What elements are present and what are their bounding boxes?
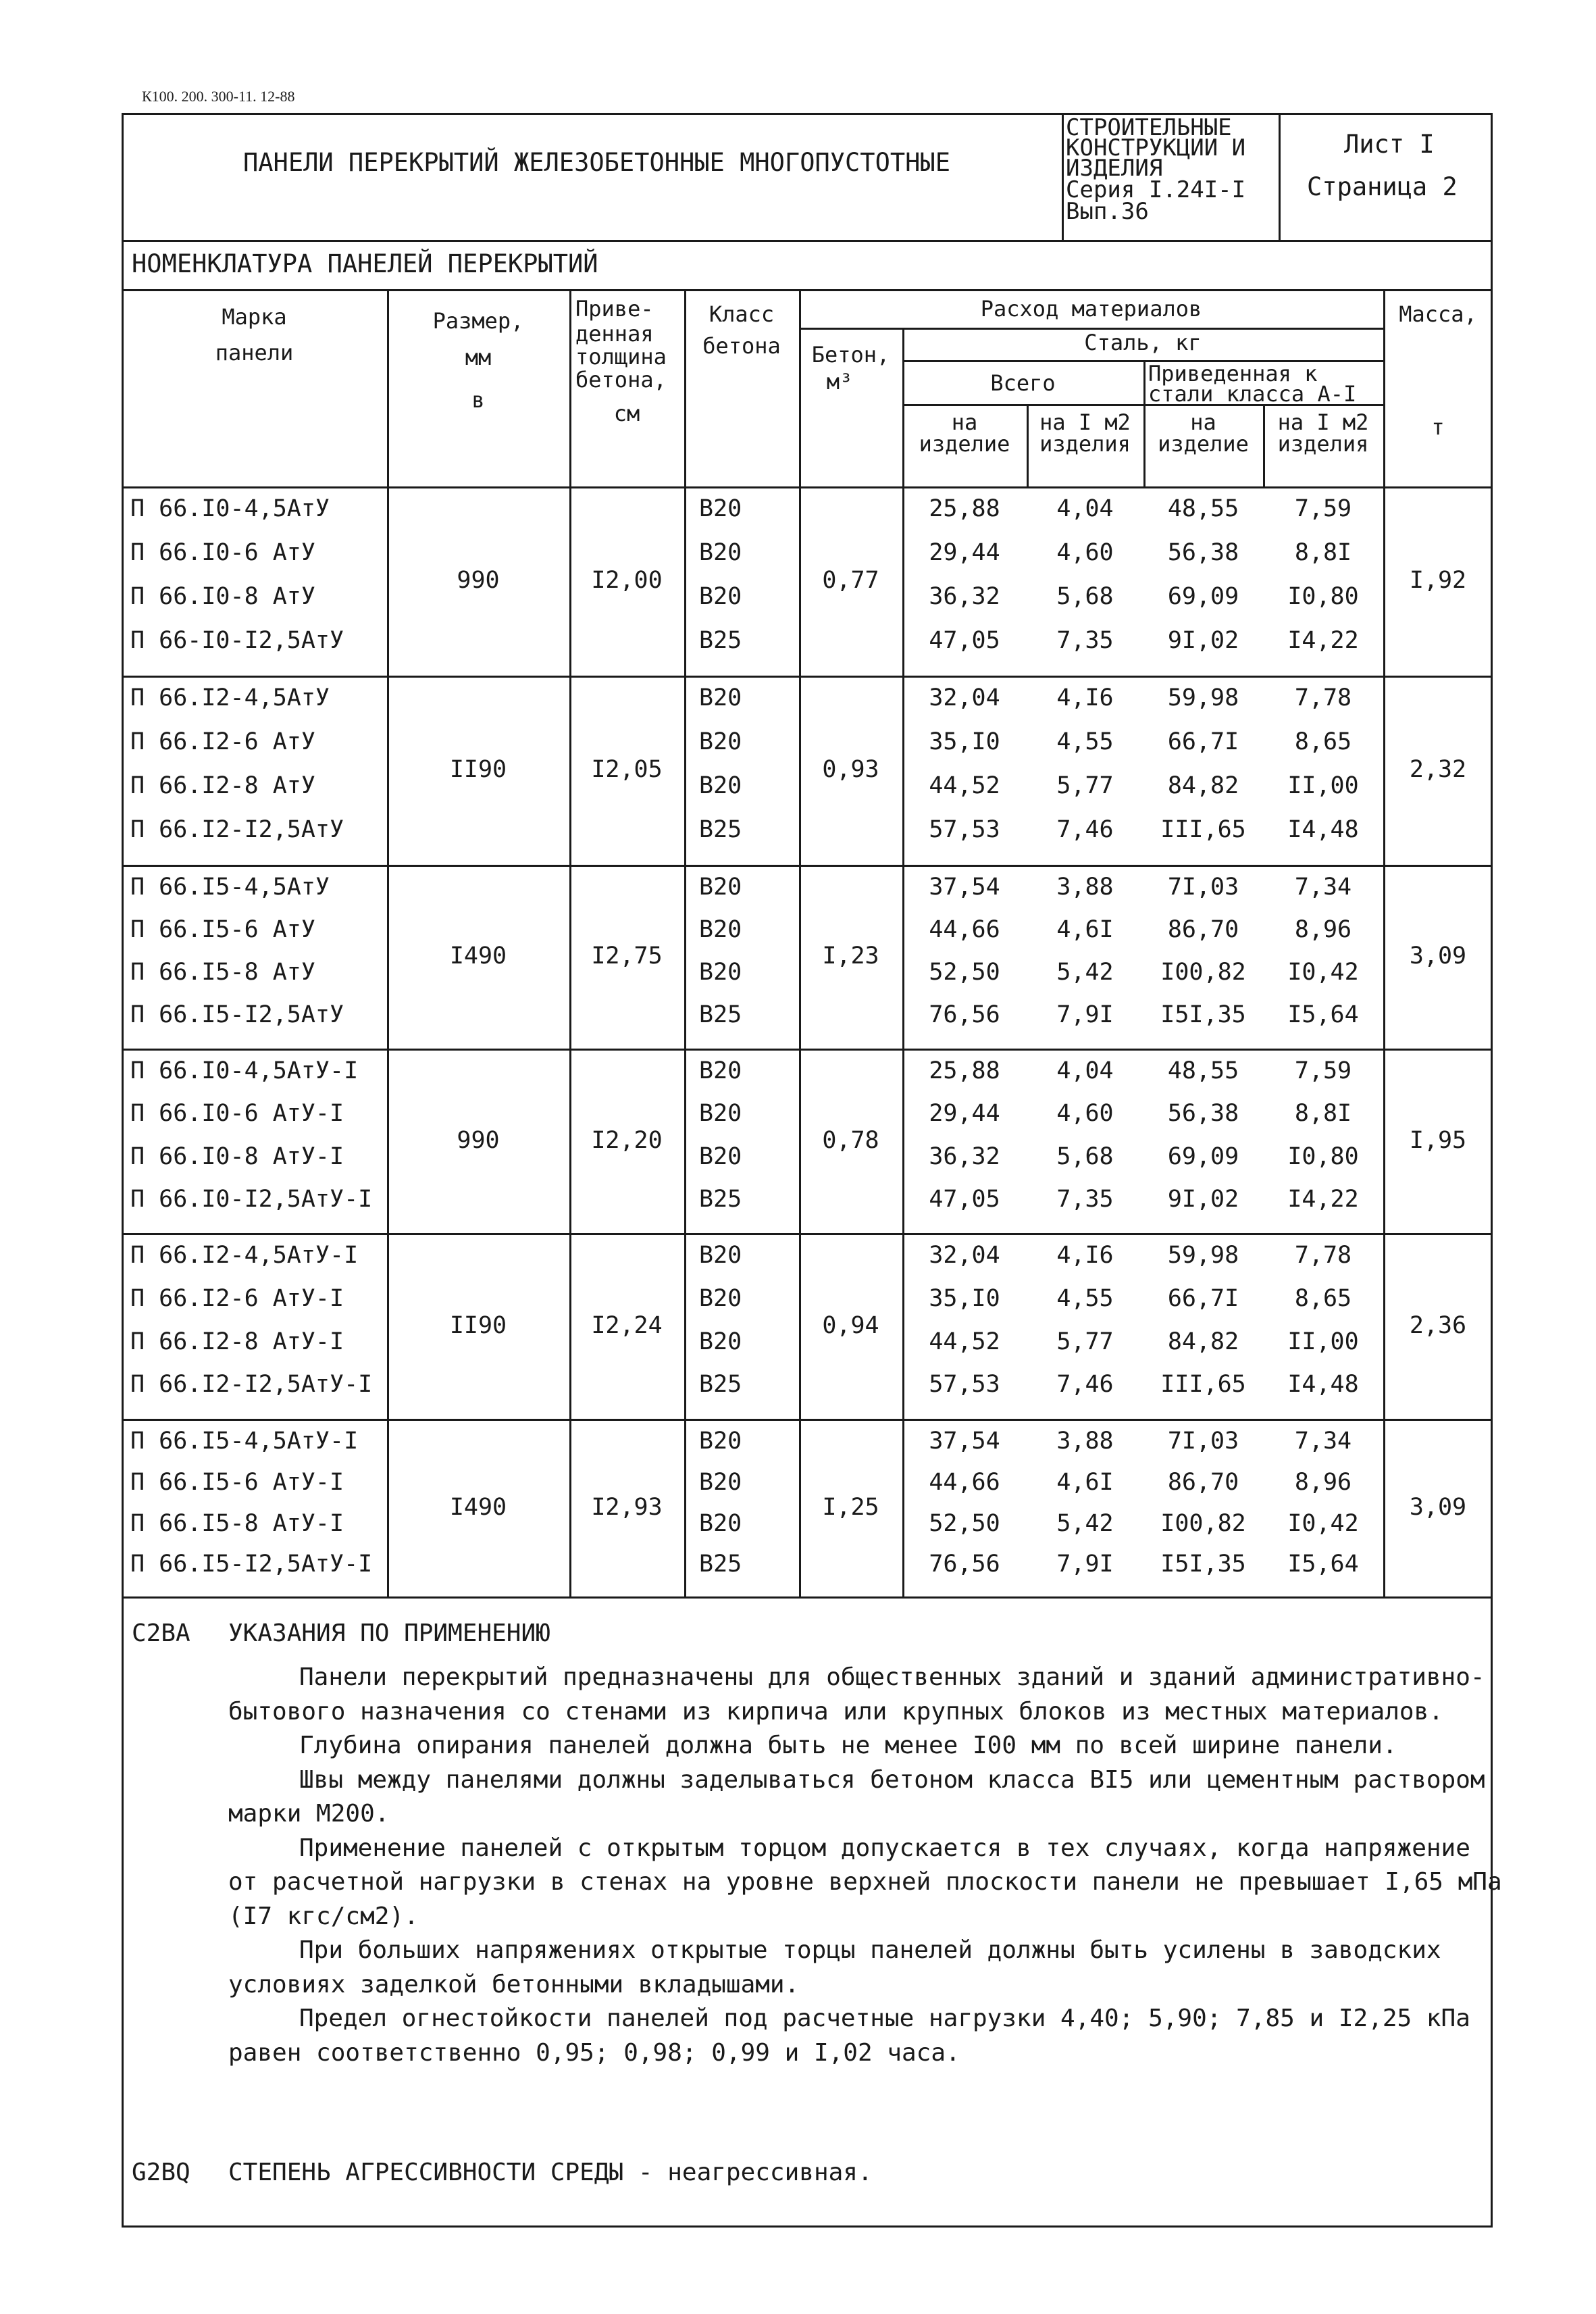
header-thickness-3: толщина xyxy=(575,344,667,370)
steel-reduced-per-m2: I0,80 xyxy=(1287,583,1359,610)
panel-mark: П 66.I0-6 АтУ-I xyxy=(130,1100,344,1128)
steel-reduced-per-m2: 8,8I xyxy=(1294,1100,1352,1128)
usage-heading: УКАЗАНИЯ ПО ПРИМЕНЕНИЮ xyxy=(228,1619,550,1647)
usage-line: Глубина опирания панелей должна быть не менее I00 мм по всей ширине панели. xyxy=(299,1732,1397,1759)
group-size: 990 xyxy=(457,567,500,594)
steel-reduced-per-item: 84,82 xyxy=(1167,1328,1239,1355)
col-rule xyxy=(1383,289,1385,1596)
steel-reduced-per-item: 7I,03 xyxy=(1167,1428,1239,1455)
header-consumption: Расход материалов xyxy=(980,296,1202,322)
header-per-item-1: на xyxy=(951,409,978,435)
steel-total-per-item: 35,I0 xyxy=(929,728,1000,755)
concrete-class: В20 xyxy=(699,772,742,799)
steel-reduced-per-item: 66,7I xyxy=(1167,1284,1239,1312)
steel-reduced-per-m2: 8,65 xyxy=(1294,728,1352,755)
header-total: Всего xyxy=(990,370,1056,396)
steel-total-per-item: 52,50 xyxy=(929,959,1000,986)
steel-total-per-item: 57,53 xyxy=(929,816,1000,843)
header-bottom-rule xyxy=(122,486,1493,488)
steel-total-per-item: 44,52 xyxy=(929,1328,1000,1355)
steel-total-per-m2: 5,42 xyxy=(1056,1509,1114,1537)
group-size: I490 xyxy=(449,1493,507,1521)
panel-mark: П 66.I2-I2,5АтУ xyxy=(130,816,344,843)
concrete-class: В20 xyxy=(699,1142,742,1170)
series-line-3: ИЗДЕЛИЯ xyxy=(1066,155,1163,182)
concrete-class: В20 xyxy=(699,1057,742,1084)
steel-reduced-per-m2: 8,8I xyxy=(1294,539,1352,566)
usage-line: от расчетной нагрузки в стенах на уровне верхней плоскости панели не превышает I,65 мПа xyxy=(228,1868,1502,1896)
steel-reduced-per-item: I00,82 xyxy=(1160,959,1246,986)
steel-reduced-per-m2: 7,34 xyxy=(1294,1428,1352,1455)
steel-reduced-per-item: I5I,35 xyxy=(1160,1551,1246,1578)
panel-mark: П 66.I5-8 АтУ-I xyxy=(130,1509,344,1537)
panel-mark: П 66.I5-I2,5АтУ xyxy=(130,1001,344,1028)
col-rule xyxy=(569,289,571,1596)
concrete-class: В20 xyxy=(699,916,742,943)
panel-mark: П 66.I2-6 АтУ-I xyxy=(130,1284,344,1312)
steel-total-per-m2: 5,77 xyxy=(1056,772,1114,799)
panel-mark: П 66.I0-6 АтУ xyxy=(130,539,315,566)
steel-reduced-per-m2: I0,42 xyxy=(1287,1509,1359,1537)
group-mass: 2,36 xyxy=(1409,1311,1467,1339)
group-thickness: I2,24 xyxy=(591,1311,663,1339)
header-mark-1: Марка xyxy=(222,304,287,330)
steel-total-per-m2: 4,60 xyxy=(1056,1100,1114,1128)
steel-total-per-item: 29,44 xyxy=(929,1100,1000,1128)
col-rule xyxy=(387,289,389,1596)
steel-reduced-per-m2: 7,59 xyxy=(1294,1057,1352,1084)
steel-reduced-per-item: 7I,03 xyxy=(1167,874,1239,901)
title-divider-2 xyxy=(1279,113,1281,241)
usage-line: Швы между панелями должны заделываться бетоном класса ВI5 или цементным раствором xyxy=(299,1765,1485,1794)
steel-reduced-per-m2: I0,80 xyxy=(1287,1142,1359,1170)
panel-mark: П 66.I2-8 АтУ xyxy=(130,772,315,799)
steel-total-per-item: 47,05 xyxy=(929,627,1000,654)
steel-reduced-per-item: 48,55 xyxy=(1167,1057,1239,1084)
usage-line: Предел огнестойкости панелей под расчетные нагрузки 4,40; 5,90; 7,85 и I2,25 кПа xyxy=(299,2005,1470,2032)
concrete-class: В25 xyxy=(699,1001,742,1028)
panel-mark: П 66.I5-4,5АтУ-I xyxy=(130,1428,359,1455)
steel-total-per-m2: 4,6I xyxy=(1056,916,1114,943)
header-thickness-5: см xyxy=(613,401,640,426)
steel-reduced-per-item: 86,70 xyxy=(1167,1468,1239,1496)
group-concrete: 0,93 xyxy=(822,756,879,783)
document-title: ПАНЕЛИ ПЕРЕКРЫТИЙ ЖЕЛЕЗОБЕТОННЫЕ МНОГОПУСТОТНЫЕ xyxy=(243,148,950,177)
steel-total-per-item: 76,56 xyxy=(929,1551,1000,1578)
steel-reduced-per-m2: 8,96 xyxy=(1294,916,1352,943)
panel-mark: П 66.I2-4,5АтУ xyxy=(130,684,330,711)
steel-reduced-per-m2: 7,78 xyxy=(1294,1242,1352,1269)
steel-total-per-item: 37,54 xyxy=(929,874,1000,901)
steel-total-per-m2: 5,68 xyxy=(1056,583,1114,610)
header-red-per-m2-2: изделия xyxy=(1277,431,1369,457)
group-mass: 3,09 xyxy=(1409,1493,1467,1521)
steel-total-per-item: 25,88 xyxy=(929,1057,1000,1084)
steel-total-per-item: 29,44 xyxy=(929,539,1000,566)
usage-line: (I7 кгс/см2). xyxy=(228,1902,419,1930)
series-line-2: КОНСТРУКЦИИ И xyxy=(1066,134,1246,161)
steel-reduced-per-item: 9I,02 xyxy=(1167,627,1239,654)
steel-reduced-per-item: 56,38 xyxy=(1167,539,1239,566)
steel-reduced-per-item: 59,98 xyxy=(1167,684,1239,711)
group-rule xyxy=(122,865,1493,867)
group-concrete: 0,94 xyxy=(822,1311,879,1339)
group-thickness: I2,20 xyxy=(591,1126,663,1154)
steel-total-per-m2: 4,55 xyxy=(1056,728,1114,755)
concrete-class: В20 xyxy=(699,495,742,522)
steel-total-per-m2: 3,88 xyxy=(1056,874,1114,901)
steel-reduced-per-m2: 8,96 xyxy=(1294,1468,1352,1496)
steel-total-per-m2: 4,04 xyxy=(1056,1057,1114,1084)
group-concrete: I,23 xyxy=(822,942,879,970)
steel-reduced-per-m2: 7,59 xyxy=(1294,495,1352,522)
usage-line: равен соответственно 0,95; 0,98; 0,99 и I,02 часа. xyxy=(228,2038,960,2067)
steel-total-per-m2: 5,68 xyxy=(1056,1142,1114,1170)
usage-line: Применение панелей с открытым торцом допускается в тех случаях, когда напряжение xyxy=(299,1834,1470,1862)
group-thickness: I2,93 xyxy=(591,1493,663,1521)
panel-mark: П 66.I5-8 АтУ xyxy=(130,959,315,986)
steel-total-per-m2: 4,6I xyxy=(1056,1468,1114,1496)
aggression-code: G2BQ xyxy=(132,2159,190,2186)
group-concrete: 0,77 xyxy=(822,567,879,594)
steel-reduced-per-item: I00,82 xyxy=(1160,1509,1246,1537)
concrete-class: В20 xyxy=(699,1284,742,1312)
aggression-text: СТЕПЕНЬ АГРЕССИВНОСТИ СРЕДЫ - неагрессивная. xyxy=(228,2159,873,2186)
col-rule xyxy=(684,289,686,1596)
steel-total-per-item: 25,88 xyxy=(929,495,1000,522)
header-size-1: Размер, xyxy=(432,308,524,334)
panel-mark: П 66.I5-I2,5АтУ-I xyxy=(130,1551,373,1578)
group-size: 990 xyxy=(457,1126,500,1154)
panel-mark: П 66.I0-8 АтУ-I xyxy=(130,1142,344,1170)
header-class-2: бетона xyxy=(702,333,781,359)
steel-total-per-m2: 4,I6 xyxy=(1056,1242,1114,1269)
header-per-item-2: изделие xyxy=(919,431,1010,457)
series-number: Серия I.24I-I xyxy=(1066,176,1246,203)
steel-reduced-per-m2: I5,64 xyxy=(1287,1551,1359,1578)
concrete-class: В20 xyxy=(699,1100,742,1128)
sheet-label: Лист I xyxy=(1344,130,1435,159)
panel-mark: П 66.I2-6 АтУ xyxy=(130,728,315,755)
steel-reduced-per-item: 56,38 xyxy=(1167,1100,1239,1128)
concrete-class: В20 xyxy=(699,1328,742,1355)
steel-total-per-item: 57,53 xyxy=(929,1371,1000,1399)
steel-total-per-item: 37,54 xyxy=(929,1428,1000,1455)
usage-line: бытового назначения со стенами из кирпича или крупных блоков из местных материалов. xyxy=(228,1697,1443,1726)
header-mark-2: панели xyxy=(215,340,294,366)
panel-mark: П 66.I2-I2,5АтУ-I xyxy=(130,1371,373,1399)
steel-total-per-item: 36,32 xyxy=(929,1142,1000,1170)
concrete-class: В25 xyxy=(699,1371,742,1399)
header-thickness-2: денная xyxy=(575,321,654,347)
steel-total-per-m2: 4,04 xyxy=(1056,495,1114,522)
steel-total-per-m2: 5,42 xyxy=(1056,959,1114,986)
header-size-3: в xyxy=(471,387,485,413)
concrete-class: В20 xyxy=(699,959,742,986)
steel-reduced-per-item: I5I,35 xyxy=(1160,1001,1246,1028)
group-thickness: I2,05 xyxy=(591,756,663,783)
steel-reduced-per-m2: II,00 xyxy=(1287,1328,1359,1355)
header-thickness-1: Приве- xyxy=(575,296,654,322)
header-per-m2-2: изделия xyxy=(1039,431,1131,457)
steel-reduced-per-m2: I5,64 xyxy=(1287,1001,1359,1028)
panel-mark: П 66.I0-I2,5АтУ-I xyxy=(130,1185,373,1213)
steel-reduced-per-m2: I4,22 xyxy=(1287,1185,1359,1213)
table-bottom-rule xyxy=(122,1596,1493,1599)
panel-mark: П 66.I5-4,5АтУ xyxy=(130,874,330,901)
issue-number: Вып.36 xyxy=(1066,198,1149,225)
concrete-class: В20 xyxy=(699,874,742,901)
usage-code: С2ВА xyxy=(132,1619,190,1647)
concrete-class: В20 xyxy=(699,1428,742,1455)
panel-mark: П 66-I0-I2,5АтУ xyxy=(130,627,344,654)
panel-mark: П 66.I0-4,5АтУ xyxy=(130,495,330,522)
steel-reduced-per-item: 86,70 xyxy=(1167,916,1239,943)
steel-total-per-item: 47,05 xyxy=(929,1185,1000,1213)
steel-total-per-m2: 5,77 xyxy=(1056,1328,1114,1355)
header-concrete-2: м³ xyxy=(826,369,853,395)
steel-reduced-per-item: III,65 xyxy=(1160,816,1246,843)
header-thickness-4: бетона, xyxy=(575,367,667,393)
concrete-class: В20 xyxy=(699,1242,742,1269)
header-concrete-1: Бетон, xyxy=(811,342,890,368)
header-mass-1: Масса, xyxy=(1399,301,1477,327)
group-rule xyxy=(122,676,1493,678)
steel-total-per-m2: 7,46 xyxy=(1056,1371,1114,1399)
steel-total-per-m2: 4,55 xyxy=(1056,1284,1114,1312)
header-red-per-item-2: изделие xyxy=(1158,431,1249,457)
usage-line: условиях заделкой бетонными вкладышами. xyxy=(228,1970,800,1998)
steel-total-per-m2: 4,60 xyxy=(1056,539,1114,566)
steel-reduced-per-m2: I0,42 xyxy=(1287,959,1359,986)
section-title: НОМЕНКЛАТУРА ПАНЕЛЕЙ ПЕРЕКРЫТИЙ xyxy=(132,249,598,278)
group-concrete: I,25 xyxy=(822,1493,879,1521)
group-thickness: I2,75 xyxy=(591,942,663,970)
steel-reduced-per-item: 9I,02 xyxy=(1167,1185,1239,1213)
steel-reduced-per-m2: I4,22 xyxy=(1287,627,1359,654)
concrete-class: В25 xyxy=(699,627,742,654)
steel-total-per-m2: 7,35 xyxy=(1056,1185,1114,1213)
header-red-per-item-1: на xyxy=(1190,409,1216,435)
header-size-2: мм xyxy=(465,345,492,370)
title-divider-1 xyxy=(1062,113,1064,241)
group-rule xyxy=(122,1049,1493,1051)
steel-total-per-m2: 7,35 xyxy=(1056,627,1114,654)
steel-reduced-per-item: 48,55 xyxy=(1167,495,1239,522)
steel-total-per-item: 44,66 xyxy=(929,1468,1000,1496)
steel-reduced-per-m2: 7,34 xyxy=(1294,874,1352,901)
panel-mark: П 66.I2-8 АтУ-I xyxy=(130,1328,344,1355)
header-reduced-2: стали класса А-I xyxy=(1148,381,1357,407)
group-mass: 2,32 xyxy=(1409,756,1467,783)
group-mass: I,92 xyxy=(1409,567,1467,594)
header-class-1: Класс xyxy=(709,301,775,327)
steel-reduced-per-item: 69,09 xyxy=(1167,583,1239,610)
group-concrete: 0,78 xyxy=(822,1126,879,1154)
group-size: I490 xyxy=(449,942,507,970)
group-mass: 3,09 xyxy=(1409,942,1467,970)
steel-total-per-item: 44,52 xyxy=(929,772,1000,799)
series-line-1: СТРОИТЕЛЬНЫЕ xyxy=(1066,114,1232,141)
steel-total-per-m2: 4,I6 xyxy=(1056,684,1114,711)
steel-total-per-item: 32,04 xyxy=(929,684,1000,711)
table-top-rule xyxy=(122,289,1493,291)
concrete-class: В25 xyxy=(699,1185,742,1213)
concrete-class: В25 xyxy=(699,816,742,843)
header-steel: Сталь, кг xyxy=(1084,330,1202,355)
steel-total-per-item: 44,66 xyxy=(929,916,1000,943)
group-thickness: I2,00 xyxy=(591,567,663,594)
concrete-class: В20 xyxy=(699,583,742,610)
usage-line: Панели перекрытий предназначены для общественных зданий и зданий административно- xyxy=(299,1663,1485,1691)
page-label: Страница 2 xyxy=(1307,172,1458,201)
group-size: II90 xyxy=(449,756,507,783)
panel-mark: П 66.I0-4,5АтУ-I xyxy=(130,1057,359,1084)
group-rule xyxy=(122,1419,1493,1421)
header-mass-2: т xyxy=(1431,414,1445,440)
steel-reduced-per-m2: II,00 xyxy=(1287,772,1359,799)
steel-total-per-m2: 7,9I xyxy=(1056,1551,1114,1578)
steel-total-per-m2: 7,46 xyxy=(1056,816,1114,843)
steel-reduced-per-item: 84,82 xyxy=(1167,772,1239,799)
steel-total-per-item: 36,32 xyxy=(929,583,1000,610)
col-rule xyxy=(799,289,801,1596)
concrete-class: В20 xyxy=(699,684,742,711)
document-code: К100. 200. 300-11. 12-88 xyxy=(142,88,295,105)
steel-total-per-m2: 7,9I xyxy=(1056,1001,1114,1028)
header-per-m2-1: на I м2 xyxy=(1039,409,1131,435)
concrete-class: В20 xyxy=(699,539,742,566)
concrete-class: В20 xyxy=(699,1509,742,1537)
group-size: II90 xyxy=(449,1311,507,1339)
steel-reduced-per-m2: 8,65 xyxy=(1294,1284,1352,1312)
steel-reduced-per-item: 59,98 xyxy=(1167,1242,1239,1269)
usage-line: При больших напряжениях открытые торцы панелей должны быть усилены в заводских xyxy=(299,1936,1441,1964)
title-bottom-rule xyxy=(122,240,1493,242)
steel-reduced-per-m2: I4,48 xyxy=(1287,816,1359,843)
steel-reduced-per-item: 66,7I xyxy=(1167,728,1239,755)
panel-mark: П 66.I2-4,5АтУ-I xyxy=(130,1242,359,1269)
header-reduced-1: Приведенная к xyxy=(1148,361,1318,386)
steel-reduced-per-item: 69,09 xyxy=(1167,1142,1239,1170)
header-red-per-m2-1: на I м2 xyxy=(1277,409,1369,435)
steel-total-per-m2: 3,88 xyxy=(1056,1428,1114,1455)
steel-total-per-item: 76,56 xyxy=(929,1001,1000,1028)
steel-reduced-per-m2: I4,48 xyxy=(1287,1371,1359,1399)
concrete-class: В25 xyxy=(699,1551,742,1578)
concrete-class: В20 xyxy=(699,728,742,755)
panel-mark: П 66.I0-8 АтУ xyxy=(130,583,315,610)
steel-total-per-item: 32,04 xyxy=(929,1242,1000,1269)
steel-reduced-per-item: III,65 xyxy=(1160,1371,1246,1399)
steel-reduced-per-m2: 7,78 xyxy=(1294,684,1352,711)
panel-mark: П 66.I5-6 АтУ-I xyxy=(130,1468,344,1496)
panel-mark: П 66.I5-6 АтУ xyxy=(130,916,315,943)
group-rule xyxy=(122,1233,1493,1235)
group-mass: I,95 xyxy=(1409,1126,1467,1154)
steel-total-per-item: 52,50 xyxy=(929,1509,1000,1537)
steel-total-per-item: 35,I0 xyxy=(929,1284,1000,1312)
concrete-class: В20 xyxy=(699,1468,742,1496)
usage-line: марки М200. xyxy=(228,1800,390,1828)
